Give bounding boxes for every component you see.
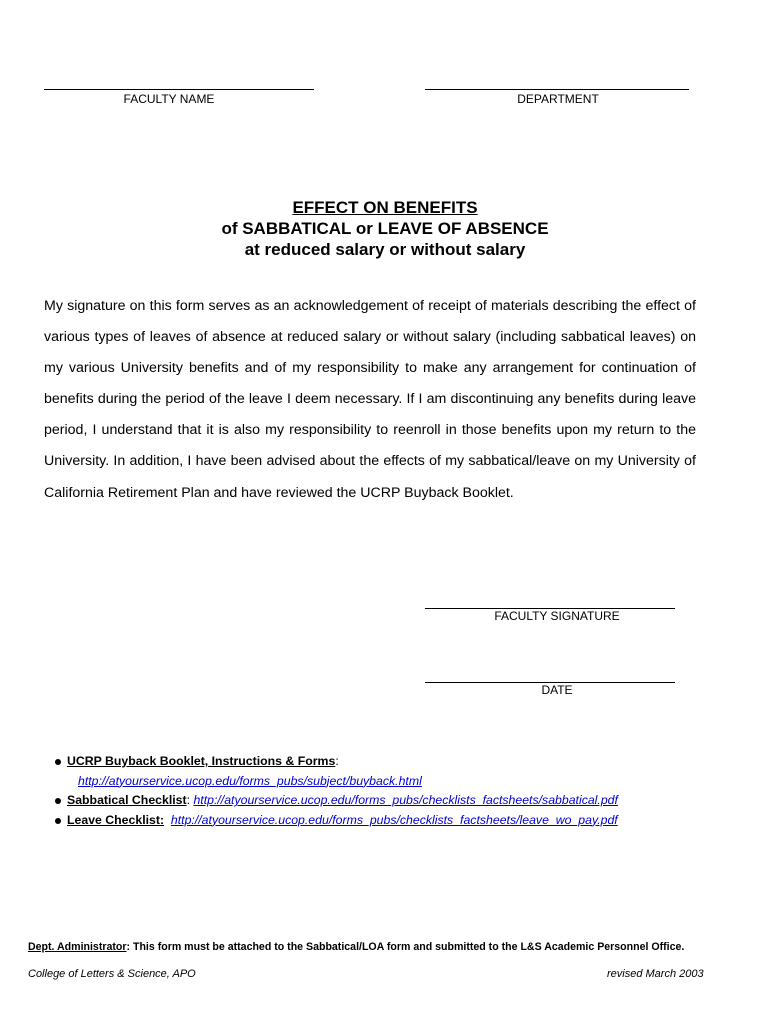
resource-separator: : (186, 793, 191, 807)
admin-note-label: Dept. Administrator (28, 941, 127, 953)
faculty-name-label: FACULTY NAME (123, 92, 215, 106)
department-line (425, 89, 689, 90)
resource-label: UCRP Buyback Booklet, Instructions & Forms (67, 754, 336, 768)
sabbatical-checklist-link[interactable]: http://atyourservice.ucop.edu/forms_pubs/checklists_factsheets/sabbatical.pdf (193, 793, 618, 807)
admin-note-text: : This form must be attached to the Sabbatical/LOA form and submitted to the L&S Academic Personnel Office. (126, 941, 685, 953)
resource-label: Leave Checklist (67, 812, 160, 827)
list-item-continuation (52, 772, 752, 792)
admin-note (28, 941, 748, 953)
acknowledgement-paragraph: My signature on this form serves as an acknowledgement of receipt of materials describing the effect of various types of leaves of absence at reduced salary or without salary (including sabbatical leaves) on my various University benefits and of my responsibility to make any arrangement for continuation of benefits during the period of the leave I deem necessary. If I am discontinuing any benefits during leave period, I understand that it is also my responsibility to reenroll in those benefits upon my return to the University. In addition, I have been advised about the effects of my sabbatical/leave on my University of California Retirement Plan and have reviewed the UCRP Buyback Booklet. (44, 298, 696, 501)
bullet-icon (52, 811, 67, 831)
title-line-3: at reduced salary or without salary (244, 240, 526, 259)
faculty-name-line (44, 89, 314, 90)
buyback-link[interactable]: http://atyourservice.ucop.edu/forms_pubs/subject/buyback.html (78, 773, 422, 788)
resource-label: Sabbatical Checklist (67, 793, 187, 807)
list-item (52, 811, 752, 831)
department-label: DEPARTMENT (517, 92, 599, 106)
bullet-icon (52, 791, 67, 811)
list-item (52, 752, 752, 772)
resource-list (52, 752, 752, 830)
leave-checklist-link[interactable]: http://atyourservice.ucop.edu/forms_pubs/checklists_factsheets/leave_wo_pay.pdf (170, 812, 618, 827)
title-line-2: of SABBATICAL or LEAVE OF ABSENCE (221, 219, 549, 238)
date-label: DATE (541, 683, 573, 697)
resource-separator: : (159, 812, 165, 827)
resource-separator: : (335, 754, 339, 768)
footer-left: College of Letters & Science, APO (28, 968, 196, 980)
form-title (0, 197, 770, 260)
faculty-signature-label: FACULTY SIGNATURE (494, 609, 620, 623)
footer-right: revised March 2003 (607, 968, 704, 980)
title-line-1: EFFECT ON BENEFITS (292, 198, 478, 217)
bullet-icon (52, 752, 67, 772)
list-item (52, 791, 752, 811)
